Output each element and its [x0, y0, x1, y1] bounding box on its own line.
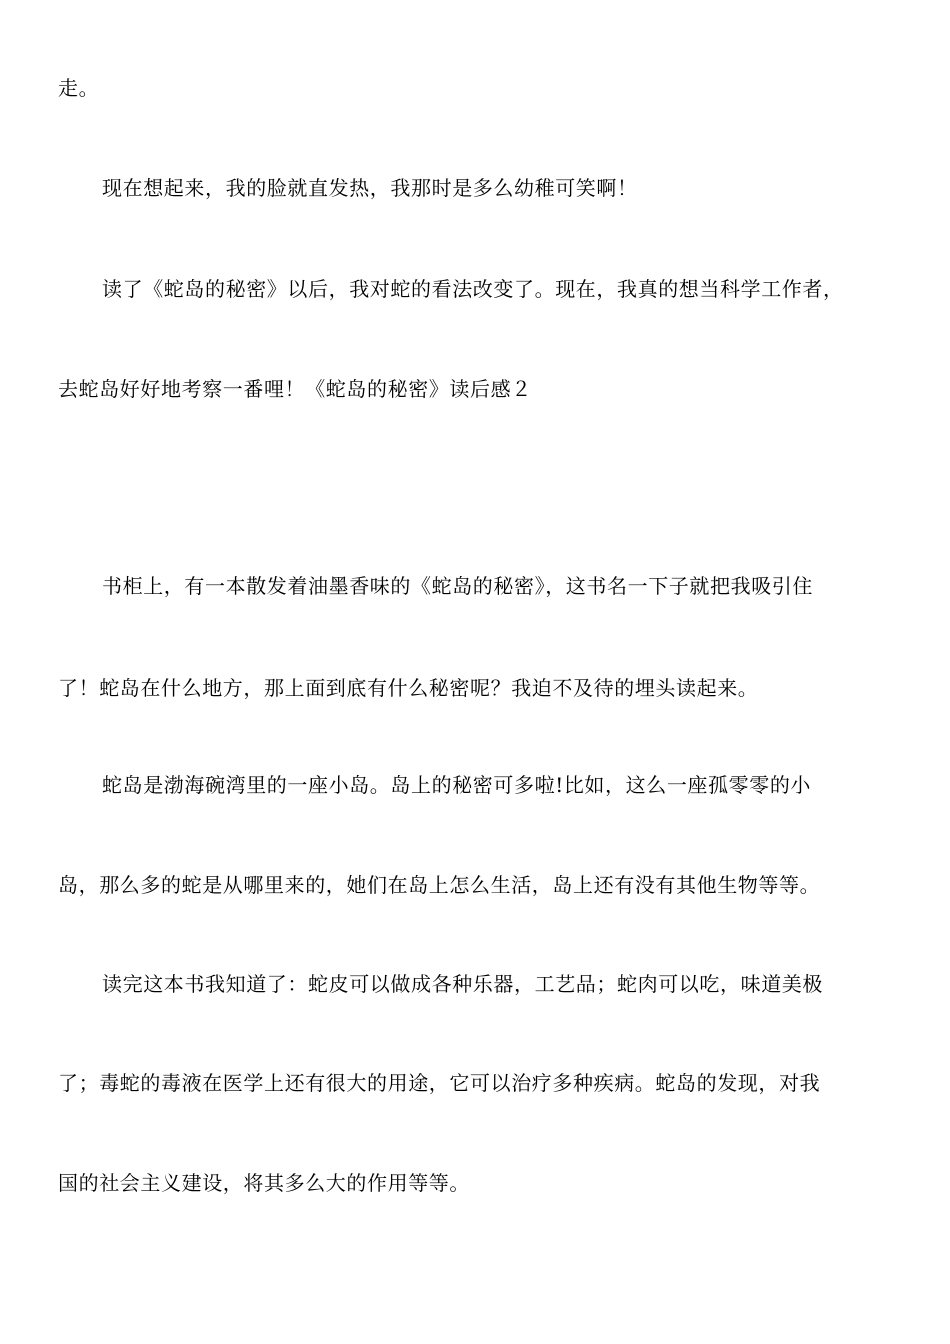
- text-line: 现在想起来，我的脸就直发热，我那时是多么幼稚可笑啊！: [102, 176, 638, 200]
- text-line: 岛，那么多的蛇是从哪里来的，她们在岛上怎么生活，岛上还有没有其他生物等等。: [58, 873, 821, 897]
- text-line: 国的社会主义建设，将其多么大的作用等等。: [58, 1171, 470, 1195]
- text-line: 读了《蛇岛的秘密》以后，我对蛇的看法改变了。现在，我真的想当科学工作者，: [102, 277, 844, 301]
- text-line: 书柜上，有一本散发着油墨香味的《蛇岛的秘密》，这书名一下子就把我吸引住: [102, 574, 813, 598]
- text-line: 蛇岛是渤海碗湾里的一座小岛。岛上的秘密可多啦!比如，这么一座孤零零的小: [102, 773, 812, 797]
- text-line: 了；毒蛇的毒液在医学上还有很大的用途，它可以治疗多种疾病。蛇岛的发现，对我: [58, 1071, 821, 1095]
- text-line: 读完这本书我知道了：蛇皮可以做成各种乐器，工艺品；蛇肉可以吃，味道美极: [102, 972, 823, 996]
- text-line: 去蛇岛好好地考察一番哩！《蛇岛的秘密》读后感２: [58, 377, 532, 401]
- text-line: 了！蛇岛在什么地方，那上面到底有什么秘密呢？我迫不及待的埋头读起来。: [58, 676, 759, 700]
- text-line: 走。: [58, 76, 100, 100]
